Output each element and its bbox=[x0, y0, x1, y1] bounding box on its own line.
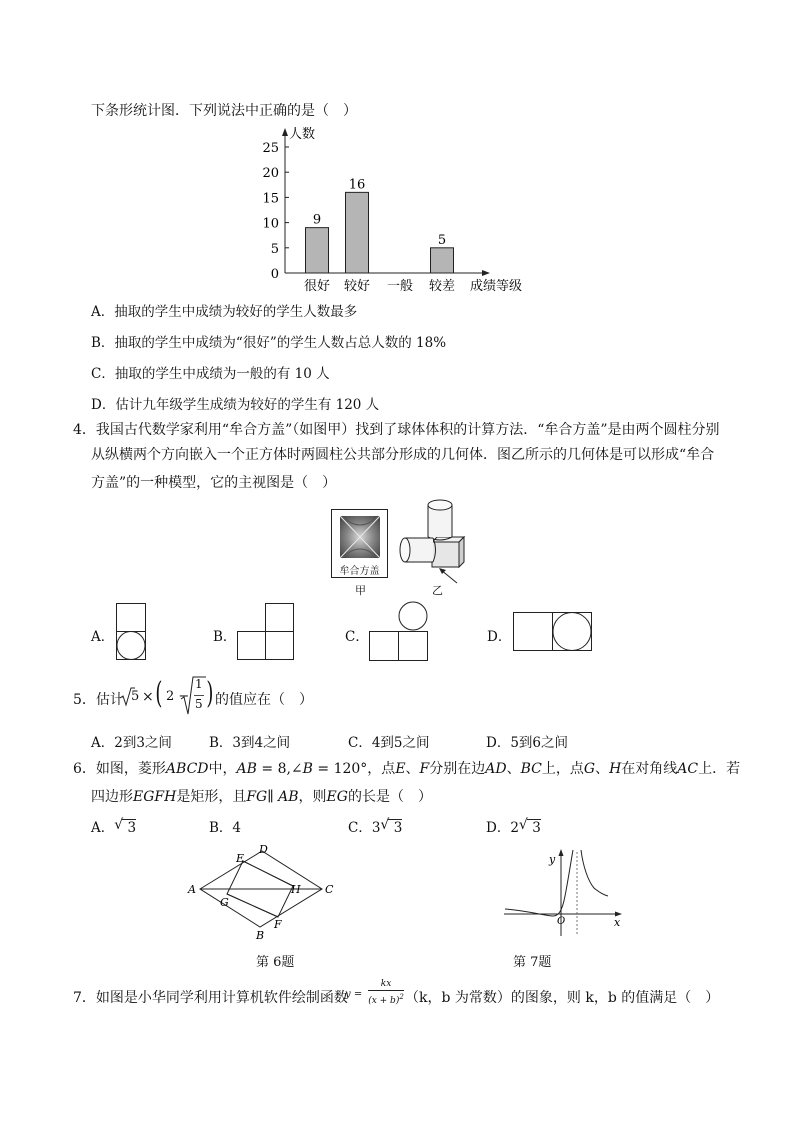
label-y: y bbox=[549, 853, 556, 866]
q6-option-d[interactable]: D．2 √ 3 bbox=[486, 817, 541, 836]
q5-option-d[interactable]: D．5到6之间 bbox=[486, 735, 569, 751]
label-f: F bbox=[274, 918, 282, 931]
chart-y-tick-label: 5 bbox=[270, 241, 279, 257]
q5-two-minus: 2 − bbox=[166, 689, 190, 704]
figure-yi-solid bbox=[397, 497, 477, 587]
label-x: x bbox=[614, 916, 621, 929]
label-a: A bbox=[188, 883, 196, 896]
chart-bar bbox=[306, 228, 329, 273]
q7-figure-caption: 第 7题 bbox=[513, 955, 552, 970]
q5-left-paren: ( bbox=[155, 676, 163, 711]
chart-data-label: 16 bbox=[348, 177, 366, 193]
q4-option-c-label[interactable]: C． bbox=[345, 629, 369, 645]
q4-option-b-figure[interactable] bbox=[237, 603, 297, 661]
curve-right-branch bbox=[581, 850, 608, 896]
q7-prefix: 7．如图是小华同学利用计算机软件绘制函数 bbox=[73, 990, 348, 1006]
q3-bar-chart bbox=[0, 0, 794, 300]
chart-y-tick-label: 25 bbox=[262, 141, 279, 156]
chart-x-arrow bbox=[482, 270, 490, 276]
label-d: D bbox=[259, 843, 268, 856]
q7-y-eq: y = bbox=[345, 989, 363, 1000]
q6-rhombus-figure bbox=[185, 843, 345, 943]
chart-y-tick-label: 20 bbox=[262, 166, 279, 182]
chart-category-label: 很好 bbox=[303, 279, 331, 294]
curve-left-branch bbox=[505, 850, 573, 916]
chart-x-label: 成绩等级 bbox=[469, 279, 523, 294]
q4-stem-line2: 从纵横两个方向嵌入一个正方体时两圆柱公共部分形成的几何体．图乙所示的几何体是可以形成“牟合 bbox=[91, 447, 715, 463]
q3-option-b[interactable]: B．抽取的学生中成绩为“很好”的学生人数占总人数的 18% bbox=[91, 335, 447, 351]
q5-prefix: 5．估计 bbox=[73, 692, 124, 708]
chart-y-tick-label: 10 bbox=[262, 216, 279, 232]
q6-option-c[interactable]: C．3 √ 3 bbox=[348, 817, 403, 836]
label-e: E bbox=[236, 852, 245, 865]
q5-option-c[interactable]: C．4到5之间 bbox=[348, 735, 430, 751]
label-h: H bbox=[291, 883, 301, 896]
q4-option-d-figure[interactable] bbox=[513, 612, 595, 654]
q4-option-a-figure[interactable] bbox=[116, 603, 148, 661]
q3-option-d[interactable]: D．估计九年级学生成绩为较好的学生有 120 人 bbox=[91, 397, 380, 413]
segment-eh bbox=[243, 861, 293, 886]
q4-option-b-label[interactable]: B． bbox=[213, 629, 237, 645]
mouhefanggai-edges bbox=[340, 516, 380, 558]
q6-stem-line2: 四边形EGFH是矩形，且FG∥ AB，则EG的长是（ ） bbox=[91, 789, 432, 805]
q5-times: × bbox=[142, 689, 154, 705]
q6-option-a[interactable]: A． √ 3 bbox=[91, 817, 137, 836]
chart-data-label: 5 bbox=[437, 232, 447, 248]
segment-gf bbox=[227, 894, 278, 917]
q3-stem-tail: 下条形统计图．下列说法中正确的是（ ） bbox=[91, 103, 357, 119]
label-g: G bbox=[220, 896, 229, 909]
label-c: C bbox=[325, 883, 334, 896]
q5-option-a[interactable]: A．2到3之间 bbox=[91, 735, 172, 751]
figure-jia-label: 甲 bbox=[355, 584, 366, 597]
chart-category-label: 较差 bbox=[428, 279, 456, 294]
chart-y-label: 人数 bbox=[289, 127, 316, 142]
q5-root5: 5 bbox=[131, 689, 140, 704]
q6-figure-caption: 第 6题 bbox=[256, 955, 295, 970]
q7-fraction: kx $(x + b)^2$ bbox=[368, 979, 404, 1006]
q5-right-paren: ) bbox=[206, 676, 214, 711]
label-b: B bbox=[256, 929, 265, 942]
q4-stem-line1: 4．我国古代数学家利用“牟合方盖”（如图甲）找到了球体体积的计算方法．“牟合方盖”是由两个圆柱分别 bbox=[73, 422, 720, 438]
q5-frac-den: 5 bbox=[195, 697, 203, 711]
q3-option-a[interactable]: A．抽取的学生中成绩为较好的学生人数最多 bbox=[91, 304, 358, 320]
figure-yi-label: 乙 bbox=[432, 584, 443, 597]
q4-option-d-label[interactable]: D． bbox=[487, 629, 512, 645]
q4-stem-line3: 方盖”的一种模型，它的主视图是（ ） bbox=[91, 475, 337, 491]
chart-category-label: 一般 bbox=[386, 279, 414, 294]
chart-y-tick-label: 0 bbox=[270, 267, 279, 282]
q7-suffix: （k，b 为常数）的图象，则 k，b 的值满足（ ） bbox=[405, 990, 720, 1006]
q5-suffix: 的值应在（ ） bbox=[215, 692, 313, 708]
chart-category-label: 较好 bbox=[343, 279, 371, 294]
label-o: O bbox=[557, 916, 566, 927]
chart-data-label: 9 bbox=[312, 212, 322, 228]
q4-option-c-figure[interactable] bbox=[369, 601, 431, 663]
q7-function-graph bbox=[500, 846, 630, 941]
q4-option-a-label[interactable]: A． bbox=[91, 629, 115, 645]
chart-bar bbox=[431, 248, 454, 273]
q6-stem-line1: 6．如图，菱形ABCD中，AB = 8,∠B = 120°，点E、F分别在边AD、BC上，点G、H在对角线AC上．若 bbox=[73, 761, 741, 777]
chart-y-arrow bbox=[282, 128, 288, 136]
q6-option-b[interactable]: B．4 bbox=[209, 820, 242, 836]
chart-y-tick-label: 15 bbox=[262, 191, 279, 207]
q3-option-c[interactable]: C．抽取的学生中成绩为一般的有 10 人 bbox=[91, 366, 330, 382]
figure-jia-caption: 牟合方盖 bbox=[339, 566, 380, 577]
q5-option-b[interactable]: B．3到4之间 bbox=[209, 735, 291, 751]
chart-bar bbox=[346, 192, 369, 273]
q5-frac-num: 1 bbox=[195, 677, 203, 691]
figure-jia-frame bbox=[331, 509, 388, 578]
